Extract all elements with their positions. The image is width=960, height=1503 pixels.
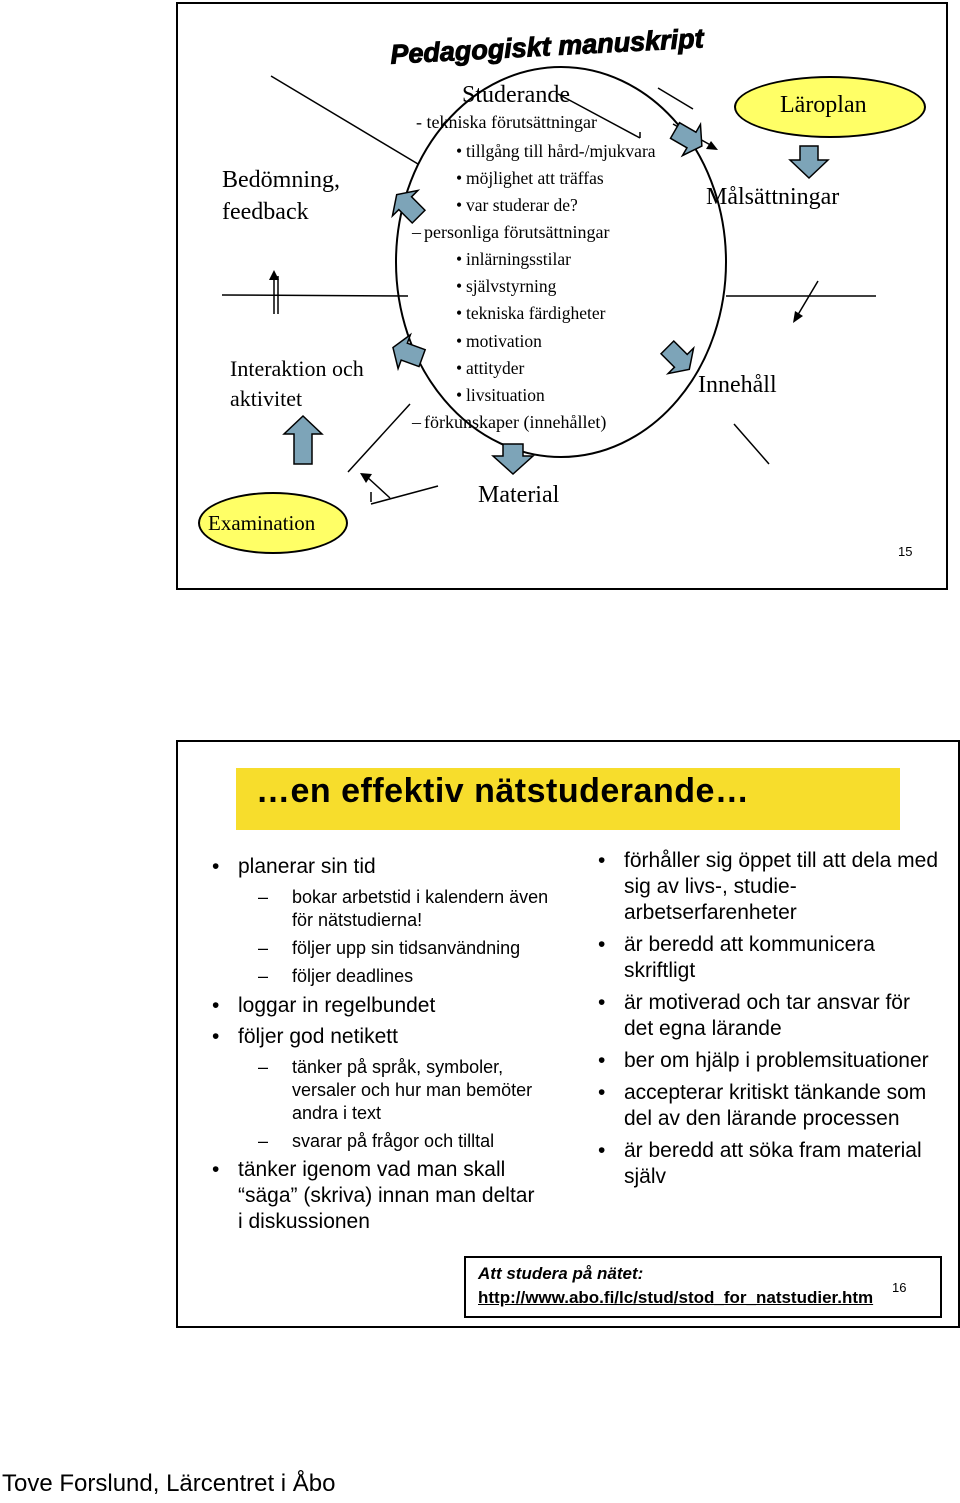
- list-item: • ber om hjälp i problemsituationer: [598, 1049, 929, 1072]
- tekniska-item: • tillgång till hård-/mjukvara: [456, 141, 656, 161]
- tekniska-item: • var studerar de?: [456, 195, 578, 216]
- list-item: • loggar in regelbundet: [212, 994, 436, 1017]
- personliga-item: • självstyrning: [456, 276, 557, 297]
- examination-oval: Examination: [198, 492, 348, 554]
- sub-item: – följer upp sin tidsanvändning: [258, 938, 521, 958]
- sub-item: – bokar arbetstid i kalendern även för nätstudierna!: [258, 887, 549, 930]
- studerande-label: Studerande: [462, 82, 570, 108]
- link-box: [464, 1256, 942, 1318]
- list-item: • är beredd att söka fram material själv: [598, 1139, 922, 1188]
- list-item: • är motiverad och tar ansvar för det egna lärande: [598, 991, 910, 1040]
- block-arrow-up: [284, 416, 322, 464]
- list-item: • förhåller sig öppet till att dela med sig av livs-, studie- arbetserfarenheter: [598, 849, 939, 924]
- list-item: • accepterar kritiskt tänkande som del av den lärande processen: [598, 1081, 927, 1130]
- list-item: • är beredd att kommunicera skriftligt: [598, 933, 875, 982]
- footer-credit: Tove Forslund, Lärcentret i Åbo: [2, 1470, 336, 1497]
- personliga-item: • tekniska färdigheter: [456, 303, 606, 324]
- block-arrow-malsattningar: [666, 115, 711, 162]
- personliga-item: • attityder: [456, 357, 525, 378]
- page-number: 15: [898, 544, 913, 559]
- title-wordart: Pedagogiskt manuskript: [389, 23, 705, 70]
- slide-pedagogiskt-manuskript: [176, 2, 948, 590]
- right-column: [578, 848, 938, 1190]
- laroplan-oval: Läroplan: [734, 76, 926, 138]
- material-label: Material: [478, 482, 560, 508]
- block-arrow-laroplan: [790, 146, 828, 178]
- list-item: • tänker igenom vad man skall “säga” (skriva) innan man deltar i diskussionen: [212, 1158, 535, 1233]
- sub-item: – tänker på språk, symboler, versaler och hur man bemöter andra i text: [258, 1057, 533, 1123]
- interaktion-label: Interaktion och aktivitet: [230, 356, 364, 411]
- block-arrow-material: [493, 444, 533, 474]
- tekniska-list: [456, 138, 656, 220]
- sub-item: – följer deadlines: [258, 966, 414, 986]
- page-number: 16: [892, 1280, 907, 1295]
- malsattningar-label: Målsättningar: [706, 184, 840, 210]
- slide-title: …en effektiv nätstuderande…: [256, 772, 750, 810]
- list-item: • följer god netikett: [212, 1025, 398, 1048]
- sub-item: – svarar på frågor och tilltal: [258, 1131, 495, 1151]
- personliga-item: • livsituation: [456, 385, 545, 406]
- personliga-item: • motivation: [456, 330, 542, 351]
- tekniska-item: • möjlighet att träffas: [456, 168, 604, 189]
- slide-effektiv-natstuderande: [176, 740, 960, 1328]
- link-label: Att studera på nätet:: [478, 1264, 644, 1283]
- forkunskaper-heading: – förkunskaper (innehållet): [412, 412, 607, 432]
- left-column: [192, 854, 572, 1235]
- personliga-heading: – personliga förutsättningar: [412, 222, 610, 242]
- list-item: • planerar sin tid: [212, 855, 376, 878]
- tekniska-heading: - tekniska förutsättningar: [416, 112, 597, 132]
- link-url[interactable]: http://www.abo.fi/lc/stud/stod_for_natstudier.htm: [478, 1288, 874, 1307]
- personliga-list: [456, 246, 605, 409]
- bedomning-label: Bedömning, feedback: [222, 167, 340, 225]
- personliga-item: • inlärningsstilar: [456, 249, 571, 269]
- innehall-label: Innehåll: [698, 372, 777, 398]
